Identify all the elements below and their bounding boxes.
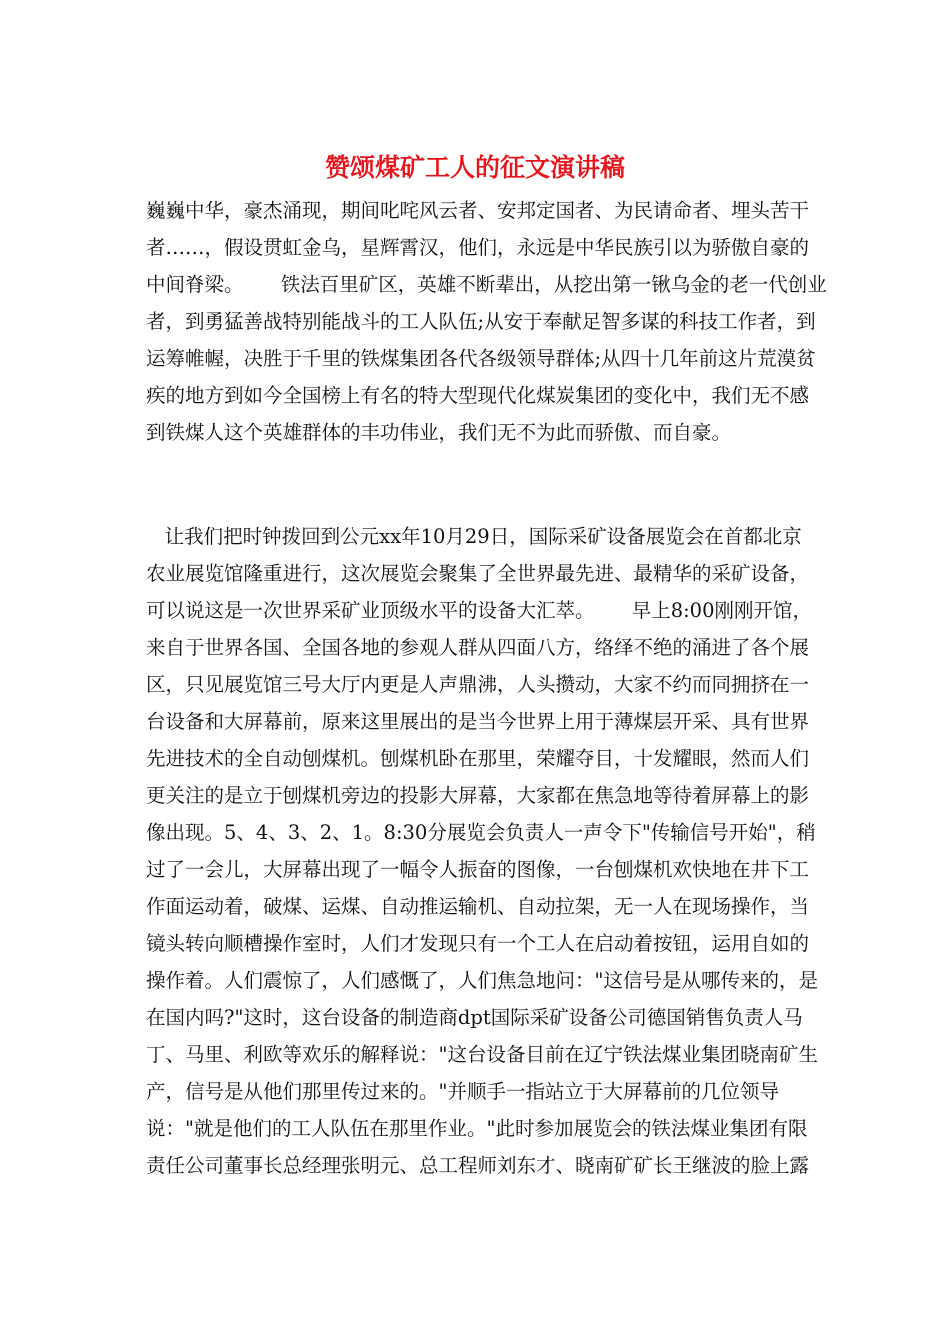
paragraph-1-line: 者……，假设贯虹金乌，星辉霄汉，他们，永远是中华民族引以为骄傲自豪的	[146, 236, 810, 259]
paragraph-2-line: 农业展览馆隆重进行，这次展览会聚集了全世界最先进、最精华的采矿设备，	[146, 562, 810, 585]
paragraph-1-line: 中间脊梁。 铁法百里矿区，英雄不断辈出，从挖出第一锹乌金的老一代创业	[146, 273, 827, 296]
paragraph-1-line: 运筹帷幄，决胜于千里的铁煤集团各代各级领导群体;从四十几年前这片荒漠贫	[146, 347, 816, 370]
paragraph-2-line: 区，只见展览馆三号大厅内更是人声鼎沸，人头攒动，大家不约而同拥挤在一	[146, 673, 810, 696]
paragraph-2-line: 更关注的是立于刨煤机旁边的投影大屏幕，大家都在焦急地等待着屏幕上的影	[146, 784, 810, 807]
paragraph-2-line: 过了一会儿，大屏幕出现了一幅令人振奋的图像，一台刨煤机欢快地在井下工	[146, 858, 810, 881]
document-title: 赞颂煤矿工人的征文演讲稿	[324, 153, 625, 182]
paragraph-2-line: 像出现。5、4、3、2、1。8:30分展览会负责人一声令下"传输信号开始"，稍	[146, 821, 816, 844]
paragraph-2-line: 操作着。人们震惊了，人们感慨了，人们焦急地问："这信号是从哪传来的，是	[146, 969, 818, 992]
paragraph-1-line: 疾的地方到如今全国榜上有名的特大型现代化煤炭集团的变化中，我们无不感	[146, 384, 810, 407]
paragraph-2-line: 让我们把时钟拨回到公元xx年10月29日，国际采矿设备展览会在首都北京	[146, 525, 802, 548]
paragraph-2-line: 可以说这是一次世界采矿业顶级水平的设备大汇萃。 早上8:00刚刚开馆，	[146, 599, 812, 622]
paragraph-2-line: 来自于世界各国、全国各地的参观人群从四面八方，络绎不绝的涌进了各个展	[146, 636, 810, 659]
paragraph-2-line: 作面运动着，破煤、运煤、自动推运输机、自动拉架，无一人在现场操作，当	[146, 895, 810, 918]
paragraph-1-line: 到铁煤人这个英雄群体的丰功伟业，我们无不为此而骄傲、而自豪。	[146, 421, 732, 444]
paragraph-2-line: 说："就是他们的工人队伍在那里作业。"此时参加展览会的铁法煤业集团有限	[146, 1117, 808, 1140]
paragraph-1-line: 者，到勇猛善战特别能战斗的工人队伍;从安于奉献足智多谋的科技工作者，到	[146, 310, 816, 333]
paragraph-2-line: 丁、马里、利欧等欢乐的解释说："这台设备目前在辽宁铁法煤业集团晓南矿生	[146, 1043, 818, 1066]
paragraph-2-line: 责任公司董事长总经理张明元、总工程师刘东才、晓南矿矿长王继波的脸上露	[146, 1154, 810, 1177]
paragraph-1-line: 巍巍中华，豪杰涌现，期间叱咤风云者、安邦定国者、为民请命者、埋头苦干	[146, 199, 810, 222]
paragraph-2-line: 台设备和大屏幕前，原来这里展出的是当今世界上用于薄煤层开采、具有世界	[146, 710, 810, 733]
paragraph-2-line: 在国内吗?"这时，这台设备的制造商dpt国际采矿设备公司德国销售负责人马	[146, 1006, 803, 1029]
paragraph-2-line: 先进技术的全自动刨煤机。刨煤机卧在那里，荣耀夺目，十发耀眼，然而人们	[146, 747, 810, 770]
paragraph-2-line: 产，信号是从他们那里传过来的。"并顺手一指站立于大屏幕前的几位领导	[146, 1080, 779, 1103]
paragraph-2-line: 镜头转向顺槽操作室时，人们才发现只有一个工人在启动着按钮，运用自如的	[146, 932, 810, 955]
